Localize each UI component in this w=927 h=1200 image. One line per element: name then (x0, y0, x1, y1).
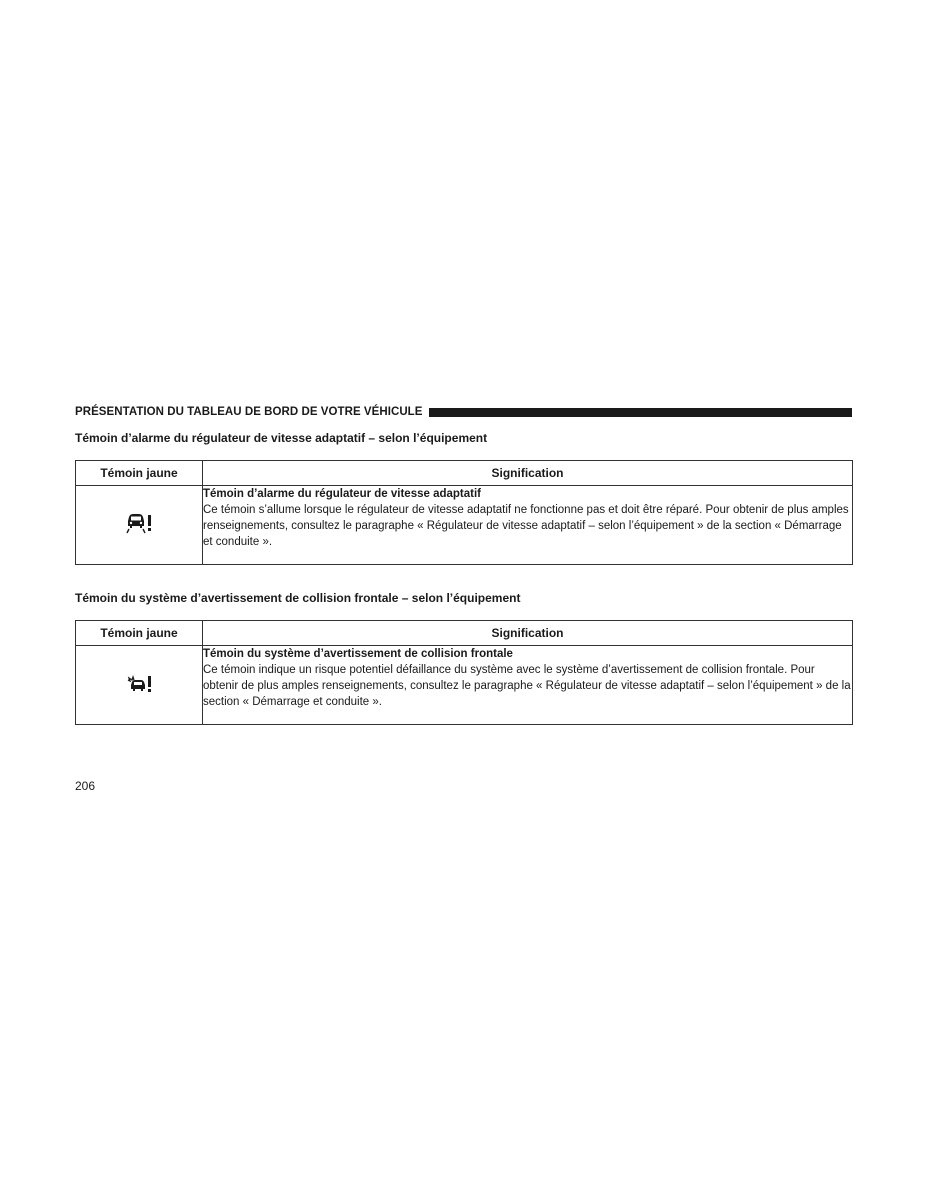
indicator-description: Ce témoin indique un risque potentiel défaillance du système avec le système d’avertissement de collision frontale. Pour obtenir de plus amples renseignements, consultez le paragraphe « Régulateur de vitesse adaptatif – selon l’équipement » de la section « Démarrage et conduite ». (203, 664, 851, 708)
forward-collision-warning-icon (124, 672, 154, 694)
meaning-cell (203, 646, 853, 725)
indicator-cell (76, 486, 203, 565)
table-row (76, 646, 853, 725)
column-header-meaning: Signification (203, 621, 853, 646)
column-header-indicator: Témoin jaune (76, 621, 203, 646)
column-header-meaning: Signification (203, 461, 853, 486)
section-heading-forward-collision: Témoin du système d’avertissement de collision frontale – selon l’équipement (75, 591, 521, 605)
forward-collision-table (75, 620, 853, 725)
header-rule-bar (429, 408, 852, 417)
indicator-cell (76, 646, 203, 725)
running-header (75, 404, 852, 420)
table-header-row (76, 621, 853, 646)
meaning-cell (203, 486, 853, 565)
section-heading-adaptive-cruise: Témoin d’alarme du régulateur de vitesse adaptatif – selon l’équipement (75, 431, 488, 445)
table-header-row (76, 461, 853, 486)
table-row (76, 486, 853, 565)
indicator-title: Témoin du système d’avertissement de collision frontale (203, 648, 513, 660)
running-header-title: PRÉSENTATION DU TABLEAU DE BORD DE VOTRE VÉHICULE (75, 406, 423, 418)
column-header-indicator: Témoin jaune (76, 461, 203, 486)
adaptive-cruise-table (75, 460, 853, 565)
adaptive-cruise-warning-icon (124, 512, 154, 534)
indicator-description: Ce témoin s’allume lorsque le régulateur de vitesse adaptatif ne fonctionne pas et doit être réparé. Pour obtenir de plus amples renseignements, consultez le paragraphe « Régulateur de vitesse adaptatif – selon l’équipement » de la section « Démarrage et conduite ». (203, 504, 849, 548)
page-number: 206 (75, 779, 96, 793)
indicator-title: Témoin d’alarme du régulateur de vitesse adaptatif (203, 488, 481, 500)
